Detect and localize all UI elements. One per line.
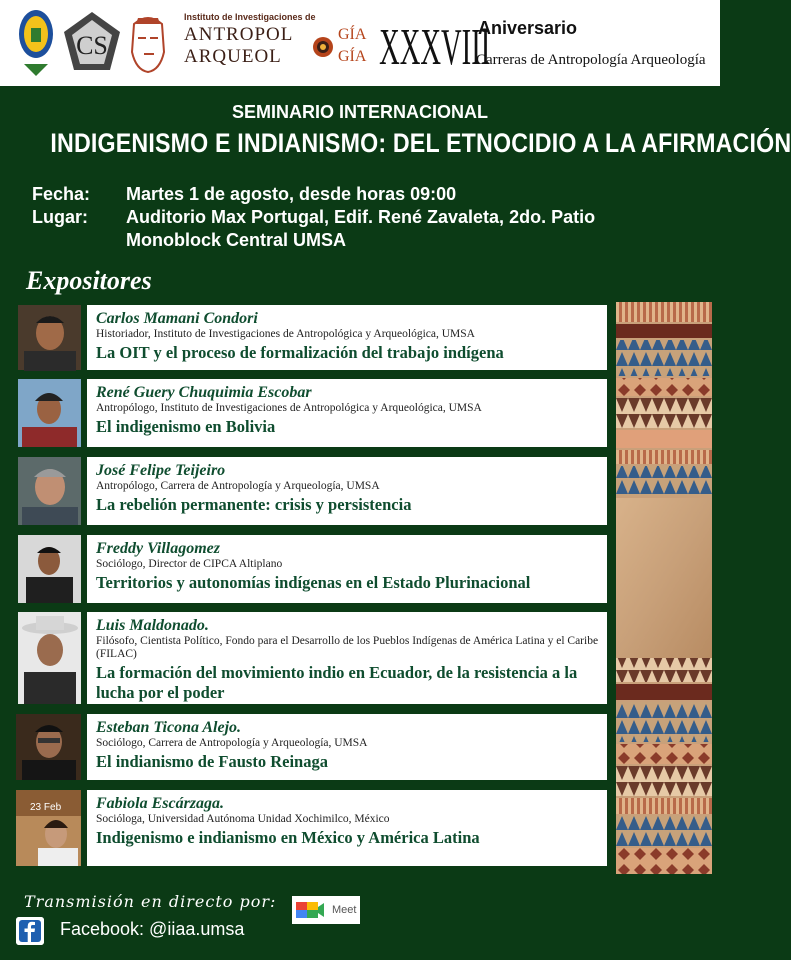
- seminar-label: SEMINARIO INTERNACIONAL: [232, 102, 488, 122]
- speaker-talk: Territorios y autonomías indígenas en el Estado Plurinacional: [96, 573, 531, 592]
- speaker-photo: [18, 457, 81, 525]
- speaker-talk: La formación del movimiento indio en Ecuador, de la resistencia a la lucha por el poder: [96, 663, 578, 702]
- speaker-name: Freddy Villagomez: [96, 540, 220, 557]
- speaker-photo: [18, 379, 81, 447]
- speaker-name: Fabiola Escárzaga.: [96, 795, 225, 812]
- speaker-photo: [18, 612, 81, 704]
- speaker-card: [87, 535, 607, 603]
- speaker-photo: [18, 305, 81, 370]
- speaker-affiliation: Historiador, Instituto de Investigaciones de Antropológica y Arqueológica, UMSA: [96, 328, 475, 340]
- meet-label: Meet: [332, 904, 357, 916]
- date-label: Fecha:: [32, 184, 91, 204]
- seminar-title: INDIGENISMO E INDIANISMO: DEL ETNOCIDIO A LA AFIRMACIÓN: [50, 128, 791, 158]
- place-value-2: Monoblock Central UMSA: [126, 230, 347, 250]
- speaker-card: [87, 714, 607, 780]
- speaker-photo: [16, 790, 79, 866]
- speaker-name: Luis Maldonado.: [96, 617, 209, 634]
- speaker-photo: [16, 714, 79, 780]
- speaker-name: Esteban Ticona Alejo.: [96, 719, 242, 736]
- facebook-icon[interactable]: [16, 917, 44, 945]
- place-label: Lugar:: [32, 207, 88, 227]
- speaker-name: René Guery Chuquimia Escobar: [96, 384, 312, 401]
- speaker-card: [87, 379, 607, 447]
- speaker-card: [87, 305, 607, 370]
- speaker-affiliation: Sociólogo, Carrera de Antropología y Arqueología, UMSA: [96, 737, 368, 749]
- speaker-name: José Felipe Teijeiro: [96, 462, 226, 479]
- textile-decoration: [616, 302, 712, 874]
- speaker-talk: El indianismo de Fausto Reinaga: [96, 752, 328, 771]
- anniversary-subtitle: Carreras de Antropología Arqueología: [476, 52, 706, 68]
- meet-badge[interactable]: [292, 896, 360, 924]
- roman-numeral: [379, 14, 491, 77]
- institute-line-1: ANTROPOL: [184, 24, 294, 45]
- speaker-photo: [18, 535, 81, 603]
- sun-icon: [312, 36, 334, 58]
- header-banner: [0, 0, 720, 86]
- speaker-affiliation: Antropólogo, Carrera de Antropología y Arqueología, UMSA: [96, 480, 380, 492]
- date-value: Martes 1 de agosto, desde horas 09:00: [126, 184, 457, 204]
- facebook-handle[interactable]: Facebook: @iiaa.umsa: [60, 919, 245, 939]
- umsa-logo: [16, 6, 56, 76]
- place-value-1: Auditorio Max Portugal, Edif. René Zavaleta, 2do. Patio: [126, 207, 596, 227]
- speaker-card: [87, 612, 607, 704]
- institute-gia-1: GÍA: [338, 26, 367, 43]
- stream-label: Transmisión en directo por:: [24, 892, 277, 911]
- photo-caption: 23 Feb: [30, 802, 62, 813]
- speaker-affiliation: Socióloga, Universidad Autónoma Unidad Xochimilco, México: [96, 813, 390, 825]
- speaker-affiliation: Filósofo, Cientista Político, Fondo para el Desarrollo de los Pueblos Indígenas de América Latina y el Caribe (FILAC): [96, 635, 599, 660]
- head-logo: [126, 12, 170, 74]
- meet-icon: [294, 900, 326, 920]
- speaker-talk: La rebelión permanente: crisis y persistencia: [96, 495, 412, 514]
- speaker-talk: Indigenismo e indianismo en México y América Latina: [96, 828, 480, 847]
- speaker-affiliation: Sociólogo, Director de CIPCA Altiplano: [96, 558, 283, 570]
- speakers-heading: Expositores: [26, 266, 152, 295]
- speaker-name: Carlos Mamani Condori: [96, 310, 258, 327]
- roman-numeral-text: XXXVIII: [379, 19, 491, 77]
- institute-gia-2: GÍA: [338, 48, 367, 65]
- svg-text:CS: CS: [76, 31, 108, 60]
- institute-line-2: ARQUEOL: [184, 46, 282, 67]
- anniversary-title: Aniversario: [478, 18, 578, 38]
- institute-logo: [180, 12, 372, 72]
- speaker-talk: El indigenismo en Bolivia: [96, 417, 276, 436]
- fcs-logo: [62, 10, 122, 74]
- speaker-card: [87, 457, 607, 525]
- institute-small-text: Instituto de Investigaciones de: [184, 12, 316, 22]
- speaker-card: [87, 790, 607, 866]
- speaker-talk: La OIT y el proceso de formalización del trabajo indígena: [96, 343, 504, 362]
- speaker-affiliation: Antropólogo, Instituto de Investigaciones de Antropológica y Arqueológica, UMSA: [96, 402, 482, 414]
